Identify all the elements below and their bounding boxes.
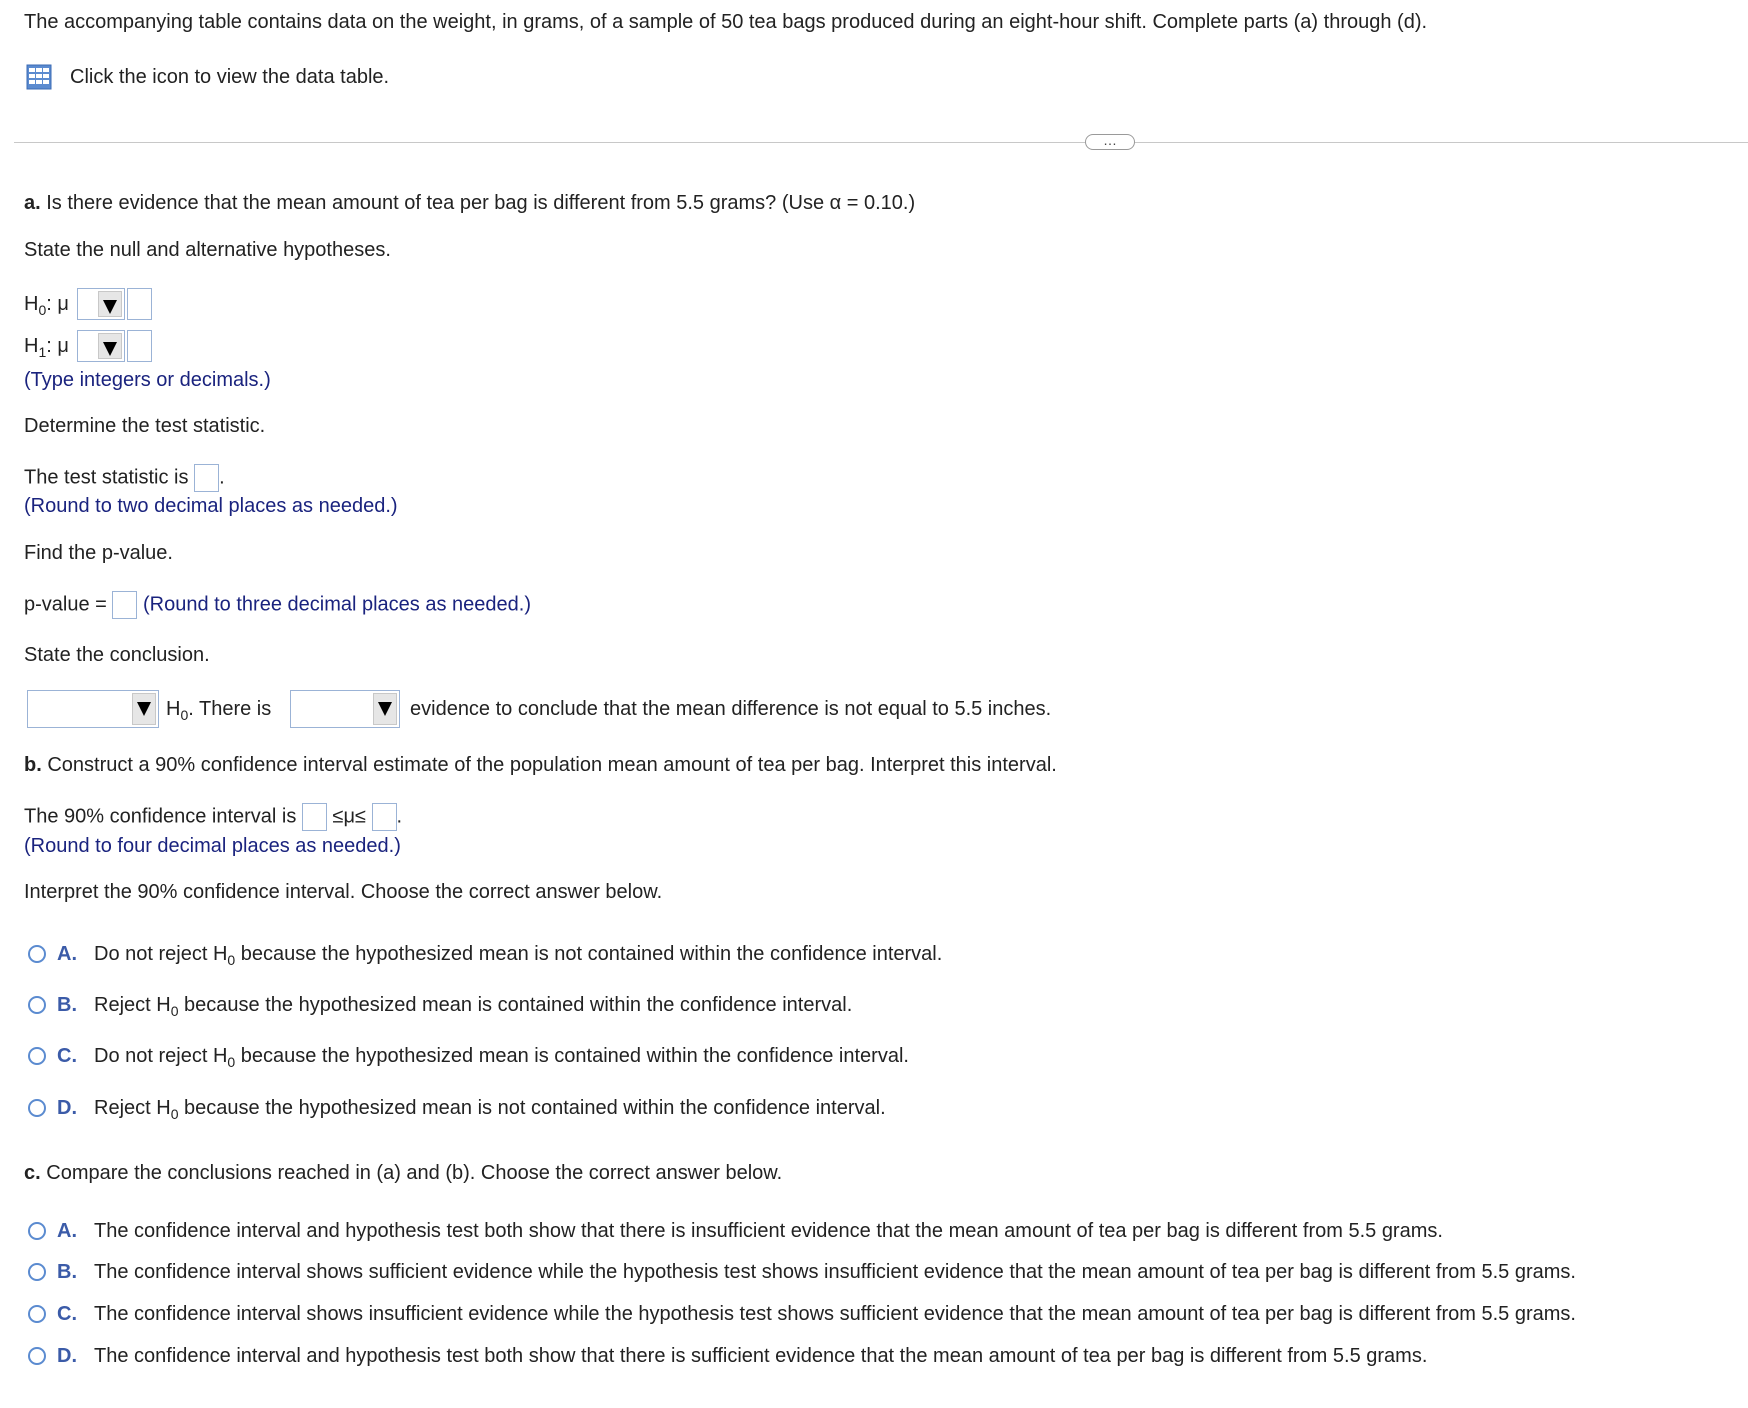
ci-upper-input[interactable] bbox=[372, 803, 397, 831]
option-text: The confidence interval shows insufficient evidence while the hypothesis test shows sufficient evidence that the mean amount of tea per bag is different from 5.5 grams. bbox=[94, 1303, 1576, 1325]
ci-suffix: . bbox=[396, 805, 403, 828]
chevron-down-icon bbox=[132, 693, 156, 725]
chevron-down-icon bbox=[98, 333, 122, 359]
radio-button[interactable] bbox=[28, 1047, 46, 1065]
part-a-label: a. bbox=[24, 192, 41, 214]
h1-mu: : μ bbox=[46, 335, 69, 357]
test-stat-line bbox=[24, 464, 225, 492]
test-stat-suffix: . bbox=[219, 466, 225, 489]
p-value-hint: (Round to three decimal places as needed.) bbox=[142, 593, 531, 616]
concl-h: H bbox=[166, 698, 181, 720]
radio-button[interactable] bbox=[28, 1347, 46, 1365]
section-divider bbox=[14, 142, 1748, 143]
test-stat-hint: (Round to two decimal places as needed.) bbox=[24, 495, 398, 517]
h0-label bbox=[24, 292, 69, 322]
interpret-text: Interpret the 90% confidence interval. Choose the correct answer below. bbox=[24, 881, 663, 903]
p-value-line bbox=[24, 591, 531, 619]
option-letter: A. bbox=[57, 943, 77, 965]
radio-button[interactable] bbox=[28, 996, 46, 1014]
part-b-question bbox=[24, 753, 1057, 777]
h0-mu: : μ bbox=[46, 293, 69, 315]
part-c-label: c. bbox=[24, 1162, 41, 1184]
p-value-input[interactable] bbox=[112, 591, 137, 619]
h1-sub: 1 bbox=[38, 344, 47, 360]
option-letter: C. bbox=[57, 1045, 77, 1067]
part-b-label: b. bbox=[24, 754, 42, 776]
option-text: The confidence interval shows sufficient evidence while the hypothesis test shows insufficient evidence that the mean amount of tea per bag is different from 5.5 grams. bbox=[94, 1261, 1576, 1283]
concl-mid: . There is bbox=[188, 698, 272, 720]
option-letter: D. bbox=[57, 1097, 77, 1119]
radio-button[interactable] bbox=[28, 1263, 46, 1281]
hypotheses-hint: (Type integers or decimals.) bbox=[24, 369, 271, 391]
ci-hint: (Round to four decimal places as needed.) bbox=[24, 835, 401, 857]
conclusion-end-text: evidence to conclude that the mean difference is not equal to 5.5 inches. bbox=[410, 698, 1052, 720]
test-stat-input[interactable] bbox=[194, 464, 219, 492]
radio-button[interactable] bbox=[28, 945, 46, 963]
radio-button[interactable] bbox=[28, 1222, 46, 1240]
state-conclusion-text: State the conclusion. bbox=[24, 644, 210, 666]
h0-h: H bbox=[24, 293, 39, 315]
ci-mid: ≤μ≤ bbox=[332, 805, 366, 828]
part-a-question-text: Is there evidence that the mean amount of tea per bag is different from 5.5 grams? (Use α = 0.10.) bbox=[46, 192, 916, 214]
option-text: The confidence interval and hypothesis test both show that there is insufficient evidence that the mean amount of tea per bag is different from 5.5 grams. bbox=[94, 1220, 1443, 1242]
chevron-down-icon bbox=[373, 693, 397, 725]
p-value-prefix: p-value = bbox=[24, 593, 107, 616]
ci-lower-input[interactable] bbox=[302, 803, 327, 831]
h0-value-input[interactable] bbox=[127, 288, 152, 320]
find-p-text: Find the p-value. bbox=[24, 542, 173, 564]
radio-button[interactable] bbox=[28, 1305, 46, 1323]
h1-operator-dropdown[interactable] bbox=[77, 330, 125, 362]
h1-value-input[interactable] bbox=[127, 330, 152, 362]
data-table-link-text[interactable]: Click the icon to view the data table. bbox=[70, 66, 390, 88]
option-letter: C. bbox=[57, 1303, 77, 1325]
option-text: Do not reject $H_0$ because the hypothesized mean is not contained within the confidence interval. bbox=[94, 943, 943, 968]
determine-stat-text: Determine the test statistic. bbox=[24, 415, 266, 437]
h1-h: H bbox=[24, 335, 39, 357]
ci-line bbox=[24, 803, 402, 831]
option-text: The confidence interval and hypothesis test both show that there is sufficient evidence that the mean amount of tea per bag is different from 5.5 grams. bbox=[94, 1345, 1428, 1367]
part-c-question-text: Compare the conclusions reached in (a) and (b). Choose the correct answer below. bbox=[46, 1162, 783, 1184]
intro-text: The accompanying table contains data on the weight, in grams, of a sample of 50 tea bags produced during an eight-hour shift. Complete parts (a) through (d). bbox=[24, 11, 1428, 33]
conclusion-reject-dropdown[interactable] bbox=[27, 690, 159, 728]
option-text: Reject $H_0$ because the hypothesized mean is not contained within the confidence interval. bbox=[94, 1097, 886, 1122]
part-a-question bbox=[24, 191, 915, 215]
data-table-icon[interactable] bbox=[26, 64, 52, 96]
conclusion-h0 bbox=[166, 697, 271, 727]
part-c-question bbox=[24, 1161, 782, 1185]
chevron-down-icon bbox=[98, 291, 122, 317]
h0-operator-dropdown[interactable] bbox=[77, 288, 125, 320]
radio-button[interactable] bbox=[28, 1099, 46, 1117]
concl-sub: 0 bbox=[180, 707, 189, 723]
option-letter: D. bbox=[57, 1345, 77, 1367]
option-letter: B. bbox=[57, 994, 77, 1016]
option-letter: A. bbox=[57, 1220, 77, 1242]
h0-sub: 0 bbox=[38, 302, 47, 318]
ci-prefix: The 90% confidence interval is bbox=[24, 805, 297, 828]
test-stat-prefix: The test statistic is bbox=[24, 466, 189, 489]
state-hypotheses-text: State the null and alternative hypotheses. bbox=[24, 239, 391, 261]
option-letter: B. bbox=[57, 1261, 77, 1283]
expand-more-button[interactable]: … bbox=[1085, 134, 1135, 150]
option-text: Reject $H_0$ because the hypothesized mean is contained within the confidence interval. bbox=[94, 994, 853, 1019]
h1-label bbox=[24, 334, 69, 364]
conclusion-evidence-dropdown[interactable] bbox=[290, 690, 400, 728]
option-text: Do not reject $H_0$ because the hypothesized mean is contained within the confidence interval. bbox=[94, 1045, 909, 1070]
part-b-question-text: Construct a 90% confidence interval estimate of the population mean amount of tea per bag. Interpret this interval. bbox=[47, 754, 1057, 776]
